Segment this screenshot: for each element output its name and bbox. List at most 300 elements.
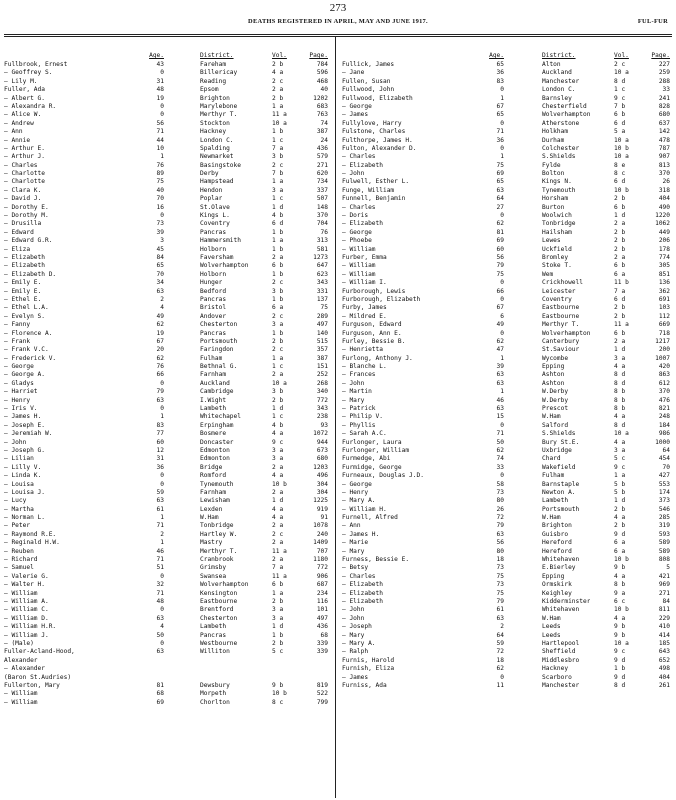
page-header: Page. — [309, 52, 328, 59]
entry-district: Marylebone — [200, 102, 238, 110]
register-entry — [342, 254, 672, 262]
entry-page: 784 — [316, 61, 328, 68]
entry-volume: 6 d — [614, 178, 626, 186]
entry-page: 652 — [658, 656, 670, 664]
register-entry — [4, 640, 330, 648]
entry-volume: 2 b — [272, 598, 284, 605]
entry-volume: 1 a — [614, 472, 626, 480]
entry-age: 75 — [496, 589, 504, 597]
entry-page: 468 — [316, 77, 328, 85]
entry-name: — James — [342, 111, 369, 119]
entry-name: — Joseph G. — [4, 446, 45, 454]
entry-page: 404 — [658, 195, 670, 203]
entry-district: Kings L. — [200, 212, 230, 220]
entry-volume: 3 a — [272, 321, 284, 329]
entry-name: — Frank — [4, 337, 31, 345]
entry-district: Hammersmith — [200, 237, 241, 245]
entry-age: 0 — [160, 379, 164, 387]
register-entry — [4, 262, 330, 270]
age-header: Age. — [489, 52, 504, 59]
register-entry — [4, 665, 330, 673]
entry-volume: 7 b — [614, 102, 626, 110]
entry-page: 522 — [316, 690, 328, 698]
entry-district: Middlesbro — [542, 656, 580, 664]
entry-page: 637 — [658, 119, 670, 127]
entry-age: 83 — [496, 77, 504, 85]
entry-district: Farnham — [200, 371, 227, 379]
entry-page: 103 — [658, 304, 670, 312]
entry-volume: 1 d — [272, 623, 284, 631]
register-entry — [4, 581, 330, 589]
entry-volume: 3 a — [272, 455, 284, 463]
entry-volume: 8 e — [614, 161, 626, 169]
entry-volume: 11 a — [272, 547, 287, 555]
entry-page: 288 — [658, 77, 670, 85]
register-entry — [4, 69, 330, 77]
register-entry — [342, 682, 672, 690]
entry-page: 319 — [658, 522, 670, 530]
entry-district: Wolverhampton — [542, 111, 591, 119]
entry-age: 18 — [496, 556, 504, 564]
entry-page: 497 — [316, 614, 328, 622]
entry-age: 0 — [160, 102, 164, 110]
register-entry — [4, 288, 330, 296]
entry-name: Furmidge, George — [342, 463, 402, 471]
register-entry — [4, 355, 330, 363]
entry-page: 248 — [658, 413, 670, 421]
entry-volume: 4 a — [614, 572, 626, 580]
entry-age: 89 — [156, 170, 164, 178]
entry-volume: 1 a — [272, 589, 284, 597]
register-entry — [4, 472, 330, 480]
entry-page: 643 — [658, 648, 670, 656]
register-entry — [342, 229, 672, 237]
entry-district: Hereford — [542, 539, 572, 547]
entry-page: 387 — [316, 128, 328, 136]
register-entry — [342, 522, 672, 530]
entry-volume: 4 a — [614, 514, 626, 522]
entry-district: Newton A. — [542, 488, 576, 496]
entry-page: 813 — [658, 161, 670, 169]
register-entry — [4, 548, 330, 556]
entry-district: Chesterton — [200, 614, 238, 622]
entry-district: Edmonton — [200, 446, 230, 454]
entry-name: Fuller, Ada — [4, 86, 45, 94]
register-entry — [342, 330, 672, 338]
entry-volume: 1 a — [272, 237, 284, 245]
entry-age: 71 — [156, 128, 164, 136]
entry-name: — Richard — [4, 556, 38, 564]
entry-name: Fulthorpe, James H. — [342, 136, 413, 144]
entry-age: 50 — [496, 438, 504, 446]
entry-age: 72 — [496, 648, 504, 656]
entry-age: 65 — [496, 178, 504, 186]
entry-district: Pancras — [200, 295, 227, 303]
register-entry — [342, 531, 672, 539]
entry-age: 80 — [496, 547, 504, 555]
entry-volume: 2 b — [614, 312, 626, 320]
entry-page: 410 — [658, 623, 670, 631]
entry-name: — Henry — [342, 488, 369, 496]
entry-page: 490 — [658, 203, 670, 211]
entry-volume: 6 b — [272, 581, 284, 589]
entry-page: 828 — [658, 102, 670, 110]
register-entry — [4, 539, 330, 547]
entry-age: 0 — [500, 279, 504, 287]
entry-age: 74 — [496, 455, 504, 463]
entry-district: Tonbridge — [200, 522, 234, 530]
entry-page: 691 — [658, 295, 670, 303]
entry-district: Grimsby — [200, 564, 227, 572]
entry-age: 63 — [156, 287, 164, 295]
entry-name: Furlonger, William — [342, 446, 410, 454]
entry-volume: 10 b — [272, 480, 287, 488]
entry-name: — Clara K. — [4, 186, 42, 194]
entry-page: 427 — [658, 472, 670, 480]
entry-district: Auckland — [200, 379, 230, 387]
entry-district: London C. — [200, 136, 234, 144]
entry-name: — Elizabeth — [4, 253, 45, 261]
entry-age: 0 — [500, 421, 504, 429]
entry-page: 116 — [316, 598, 328, 605]
register-entry — [342, 279, 672, 287]
register-entry — [4, 674, 330, 682]
entry-district: Bolton — [542, 170, 565, 178]
entry-page: 1203 — [313, 463, 328, 471]
register-entry — [342, 61, 672, 69]
entry-volume: 1 d — [272, 203, 284, 211]
entry-district: Westbourne — [200, 639, 238, 647]
entry-age: 62 — [156, 354, 164, 362]
entry-district: Derby — [200, 170, 219, 178]
entry-volume: 4 a — [272, 505, 284, 513]
entry-volume: 4 b — [272, 212, 284, 220]
entry-name: — Evelyn S. — [4, 312, 45, 320]
entry-district: Horsham — [542, 195, 569, 203]
entry-page: 68 — [320, 631, 328, 639]
entry-district: Manchester — [542, 77, 580, 85]
entry-page: 240 — [316, 530, 328, 538]
register-entry — [4, 128, 330, 136]
register-entry — [342, 422, 672, 430]
entry-name: Fuller-Acland-Hood, — [4, 648, 75, 656]
entry-district: Poplar — [200, 195, 223, 203]
entry-page: 620 — [316, 170, 328, 178]
entry-name: — William C. — [4, 606, 49, 614]
entry-age: 39 — [156, 228, 164, 236]
register-entry — [342, 506, 672, 514]
entry-page: 454 — [658, 455, 670, 463]
register-entry — [342, 212, 672, 220]
entry-age: 75 — [496, 270, 504, 278]
entry-name: — George — [342, 228, 372, 236]
entry-age: 71 — [496, 430, 504, 438]
entry-page: 339 — [316, 648, 328, 656]
register-entry — [4, 699, 330, 707]
entry-name: — Raymond R.E. — [4, 530, 57, 538]
entry-volume: 9 a — [614, 589, 626, 597]
entry-age: 27 — [496, 203, 504, 211]
register-entry — [4, 464, 330, 472]
entry-name: — Andrew — [4, 119, 34, 127]
entry-district: Whitechapel — [200, 413, 241, 421]
entry-name: — David J. — [4, 195, 42, 203]
entry-age: 69 — [156, 698, 164, 706]
entry-volume: 8 d — [614, 371, 626, 379]
entry-name: — Betsy — [342, 564, 369, 572]
register-entry — [4, 178, 330, 186]
right-column — [342, 50, 672, 690]
entry-district: Eastbourne — [542, 304, 580, 312]
entry-name: Furlong, Anthony J. — [342, 354, 413, 362]
register-entry — [4, 397, 330, 405]
entry-page: 1078 — [313, 522, 328, 530]
register-entry — [4, 514, 330, 522]
entry-page: 680 — [658, 111, 670, 119]
entry-district: Dewsbury — [200, 681, 230, 689]
register-entry — [4, 623, 330, 631]
entry-volume: 8 d — [614, 379, 626, 387]
entry-district: Andover — [200, 312, 227, 320]
entry-volume: 10 b — [272, 690, 287, 698]
register-entry — [342, 388, 672, 396]
entry-name: Fullen, Susan — [342, 77, 391, 85]
entry-name: — Walter H. — [4, 581, 45, 589]
entry-page: 772 — [316, 564, 328, 572]
register-entry — [342, 405, 672, 413]
entry-name: — Emily E. — [4, 279, 42, 287]
register-entry — [4, 598, 330, 606]
entry-name: — George — [4, 363, 34, 371]
entry-volume: 2 a — [614, 337, 626, 345]
entry-district: Faringdon — [200, 346, 234, 354]
entry-district: W.Derby — [542, 388, 569, 396]
register-entry — [342, 623, 672, 631]
entry-page: 33 — [662, 86, 670, 94]
entry-district: Woolwich — [542, 212, 572, 220]
entry-age: 79 — [156, 388, 164, 396]
entry-volume: 4 a — [272, 514, 284, 522]
entry-age: 50 — [156, 631, 164, 639]
entry-name: — Mary A. — [342, 639, 376, 647]
entry-volume: 3 a — [272, 614, 284, 622]
entry-volume: 5 c — [272, 648, 284, 656]
entry-page: 821 — [658, 405, 670, 413]
entry-district: W.Ham — [542, 413, 561, 421]
entry-volume: 1 b — [272, 270, 284, 278]
entry-volume: 1 d — [614, 212, 626, 220]
entry-page: 370 — [658, 388, 670, 396]
right-column-header — [342, 50, 672, 61]
entry-page: 313 — [316, 237, 328, 245]
entry-district: Stockton — [200, 119, 230, 127]
entry-name: — Charlotte — [4, 178, 45, 186]
entry-age: 65 — [496, 61, 504, 68]
entry-age: 61 — [496, 606, 504, 614]
register-entry — [4, 430, 330, 438]
entry-volume: 9 c — [272, 438, 284, 446]
entry-volume: 6 b — [614, 111, 626, 119]
entry-volume: 2 b — [272, 61, 284, 68]
entry-volume: 9 b — [614, 631, 626, 639]
register-entry — [4, 279, 330, 287]
entry-age: 0 — [160, 212, 164, 220]
entry-name: — Linda K. — [4, 472, 42, 480]
entry-district: Newmarket — [200, 153, 234, 161]
entry-volume: 2 c — [272, 530, 284, 538]
entry-district: W.Ham — [542, 614, 561, 622]
entry-age: 63 — [496, 186, 504, 194]
entry-age: 51 — [156, 564, 164, 572]
entry-page: 305 — [658, 262, 670, 270]
entry-age: 62 — [496, 220, 504, 228]
entry-age: 2 — [160, 295, 164, 303]
register-entry — [4, 380, 330, 388]
entry-age: 63 — [496, 614, 504, 622]
register-entry — [342, 430, 672, 438]
entry-page: 734 — [316, 178, 328, 186]
entry-district: Tynemouth — [200, 480, 234, 488]
entry-name: Furborough, Lewis — [342, 287, 406, 295]
entry-district: Bosmere — [200, 430, 227, 438]
entry-age: 19 — [156, 94, 164, 102]
entry-district: Salford — [542, 421, 569, 429]
entry-volume: 1 d — [272, 405, 284, 413]
register-entry — [342, 539, 672, 547]
entry-volume: 11 b — [614, 279, 629, 287]
register-entry — [342, 397, 672, 405]
entry-page: 623 — [316, 270, 328, 278]
entry-age: 31 — [156, 455, 164, 463]
entry-age: 84 — [156, 253, 164, 261]
entry-volume: 4 a — [272, 472, 284, 480]
register-entry — [342, 371, 672, 379]
entry-name: — William — [4, 589, 38, 597]
entry-name: — Jeremiah W. — [4, 430, 53, 438]
entry-page: 906 — [316, 572, 328, 580]
entry-district: Wolverhampton — [200, 262, 249, 270]
entry-volume: 2 a — [272, 463, 284, 471]
entry-name: — John — [342, 606, 365, 614]
register-entry — [4, 321, 330, 329]
entry-district: Reading — [200, 77, 227, 85]
entry-name: — Valerie G. — [4, 572, 49, 580]
entry-age: 73 — [156, 220, 164, 228]
entry-district: Wycombe — [542, 354, 569, 362]
entry-name: — Edward G.R. — [4, 237, 53, 245]
entry-volume: 4 a — [272, 69, 284, 77]
entry-age: 63 — [156, 396, 164, 404]
entry-age: 46 — [496, 396, 504, 404]
register-entry — [4, 237, 330, 245]
register-entry — [4, 162, 330, 170]
entry-volume: 10 b — [614, 606, 629, 614]
entry-page: 496 — [316, 472, 328, 480]
entry-age: 60 — [156, 438, 164, 446]
entry-page: 75 — [320, 304, 328, 312]
entry-page: 1217 — [655, 337, 670, 345]
entry-page: 136 — [658, 279, 670, 287]
entry-age: 26 — [496, 505, 504, 513]
entry-age: 81 — [156, 681, 164, 689]
entry-age: 43 — [156, 61, 164, 68]
register-entry — [342, 632, 672, 640]
entry-district: Chesterton — [200, 321, 238, 329]
entry-volume: 3 a — [614, 354, 626, 362]
entry-age: 63 — [156, 648, 164, 656]
entry-page: 707 — [316, 547, 328, 555]
entry-volume: 4 a — [272, 430, 284, 438]
register-entry — [342, 481, 672, 489]
register-entry — [4, 615, 330, 623]
register-entry — [342, 195, 672, 203]
entry-volume: 2 b — [614, 195, 626, 203]
entry-name: Furby, James — [342, 304, 387, 312]
register-entry — [342, 69, 672, 77]
register-entry — [342, 220, 672, 228]
register-entry — [4, 497, 330, 505]
entry-volume: 2 a — [272, 556, 284, 564]
entry-page: 373 — [658, 497, 670, 505]
entry-page: 93 — [320, 421, 328, 429]
entry-name: Furness, Bessie E. — [342, 556, 410, 564]
entry-volume: 3 a — [272, 606, 284, 614]
entry-volume: 9 d — [614, 530, 626, 538]
register-entry — [342, 128, 672, 136]
entry-district: Canterbury — [542, 337, 580, 345]
register-entry — [4, 405, 330, 413]
entry-age: 0 — [160, 472, 164, 480]
entry-age: 65 — [496, 111, 504, 119]
register-entry — [342, 413, 672, 421]
entry-volume: 3 b — [272, 287, 284, 295]
entry-district: Scarboro — [542, 673, 572, 681]
entry-page: 704 — [316, 220, 328, 228]
entry-district: Bristol — [200, 304, 227, 312]
entry-page: 787 — [658, 144, 670, 152]
entry-volume: 2 a — [272, 371, 284, 379]
entry-age: 59 — [496, 639, 504, 647]
entry-age: 32 — [156, 581, 164, 589]
entry-name: — Florence A. — [4, 329, 53, 337]
entry-age: 64 — [496, 631, 504, 639]
entry-district: Cambridge — [200, 388, 234, 396]
entry-name: Furley, Bessie B. — [342, 337, 406, 345]
entry-page: 178 — [658, 245, 670, 253]
entry-district: Bromley — [542, 253, 569, 261]
entry-district: Ormskirk — [542, 581, 572, 589]
entry-page: 1225 — [313, 497, 328, 505]
entry-name: — Marie — [342, 539, 369, 547]
entry-name: Furguson, Edward — [342, 321, 402, 329]
register-entry — [342, 564, 672, 572]
entry-volume: 1 c — [272, 413, 284, 421]
entry-name: Furber, Emma — [342, 253, 387, 261]
entry-age: 75 — [156, 178, 164, 186]
entry-page: 304 — [316, 488, 328, 496]
left-entries — [4, 61, 330, 707]
register-entry — [342, 313, 672, 321]
entry-name: — William — [4, 698, 38, 706]
register-entry — [4, 439, 330, 447]
entry-name: — Lilian — [4, 455, 34, 463]
entry-volume: 2 b — [272, 396, 284, 404]
entry-name: Fullylove, Harry — [342, 119, 402, 127]
entry-page: 436 — [316, 144, 328, 152]
entry-age: 1 — [160, 413, 164, 421]
entry-name: Fullwood, John — [342, 86, 395, 94]
entry-page: 414 — [658, 631, 670, 639]
